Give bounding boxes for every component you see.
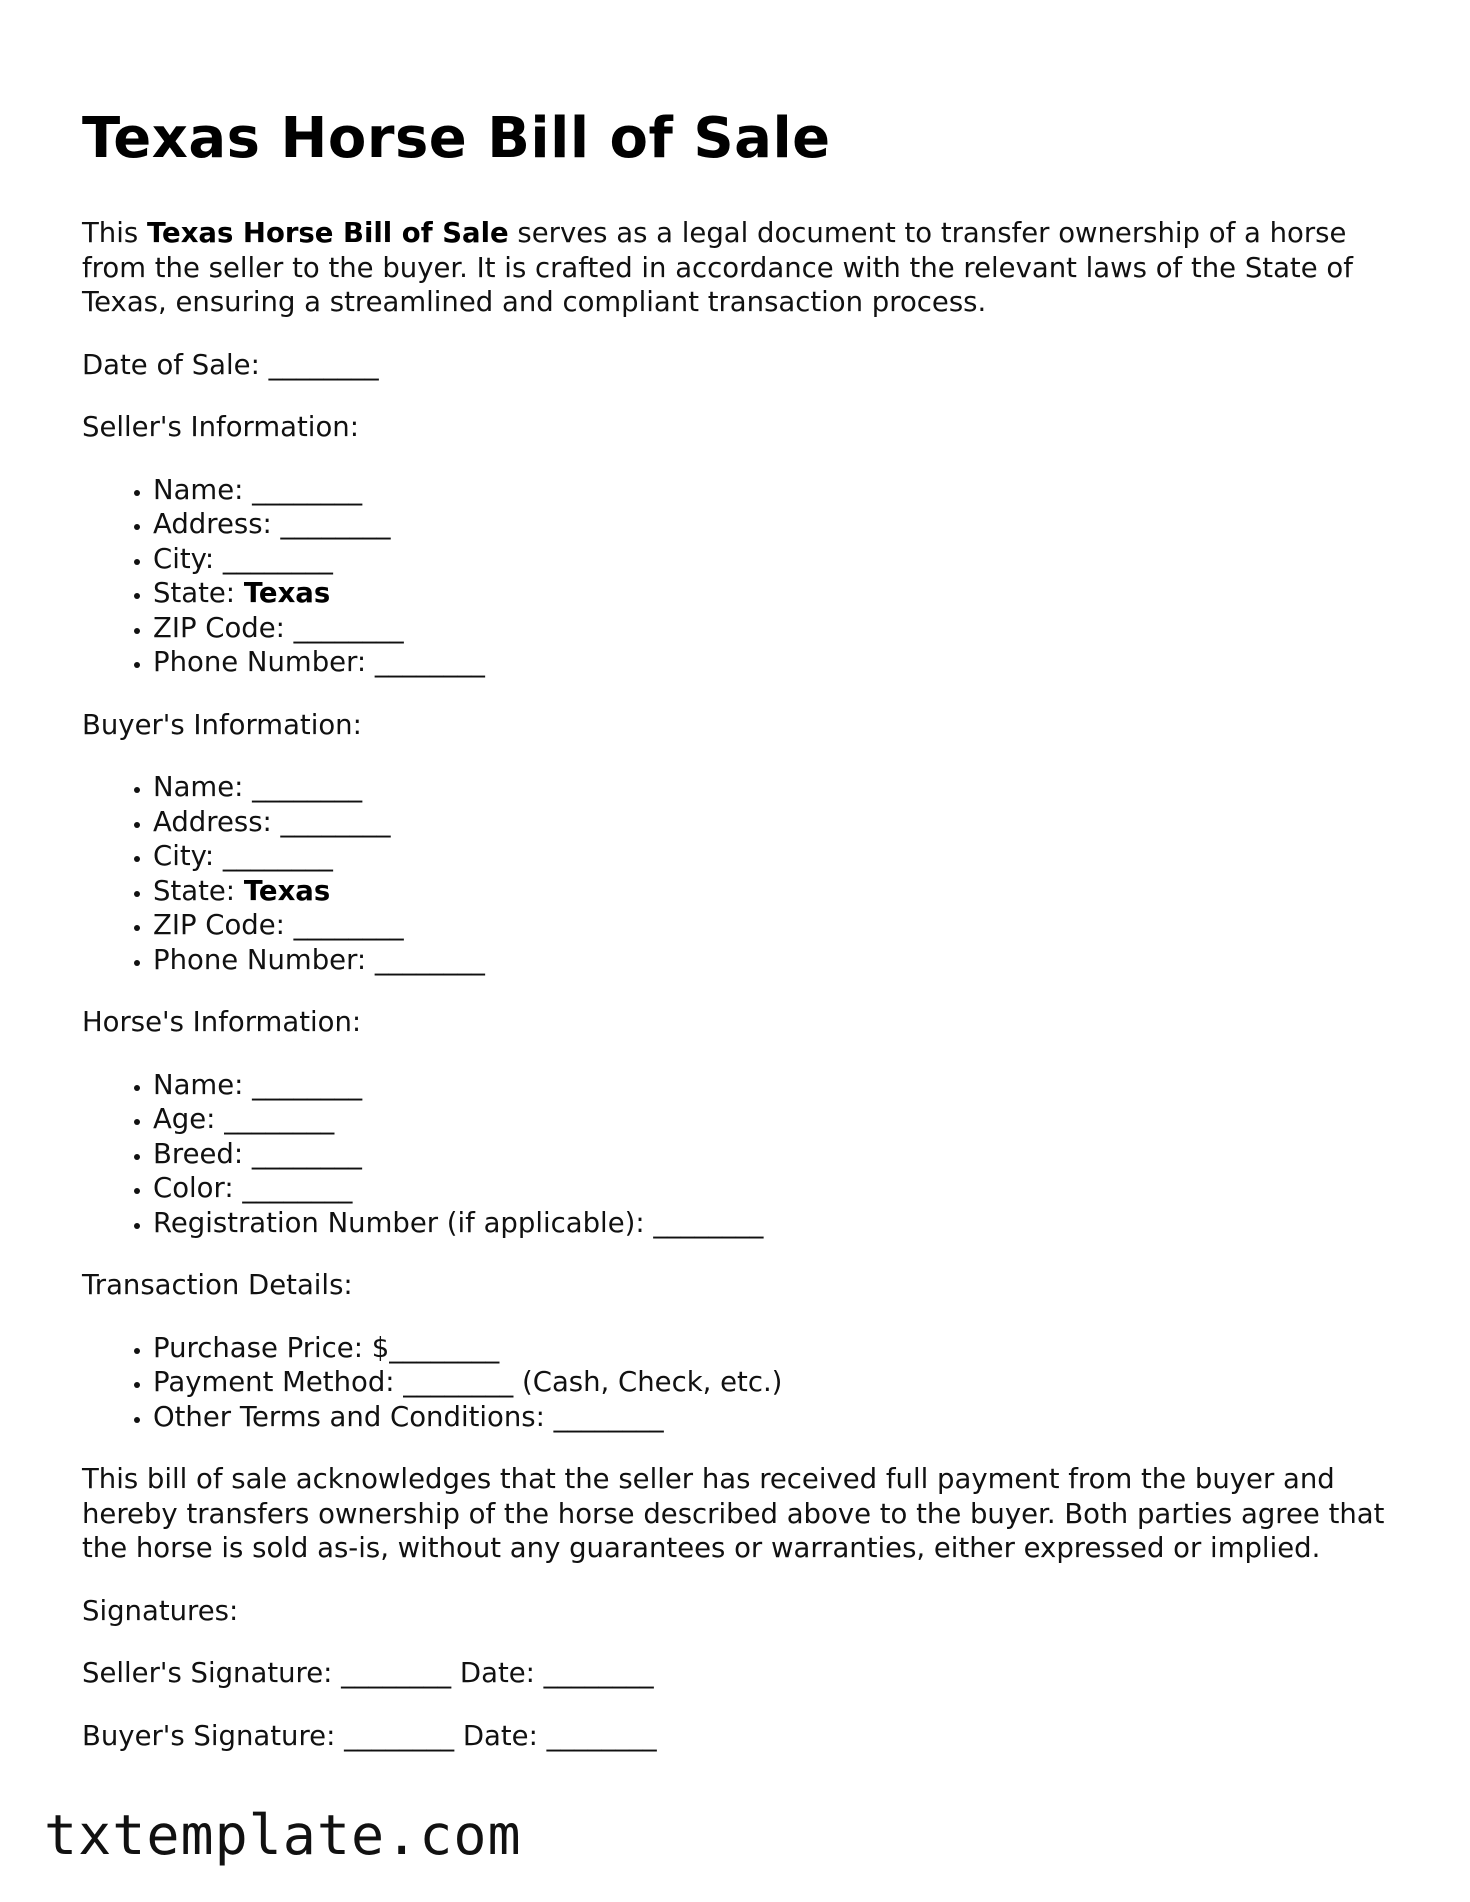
- buyer-list: [82, 770, 1402, 977]
- seller-state-value: Texas: [243, 577, 331, 609]
- transaction-list: [82, 1331, 1402, 1435]
- watermark: txtemplate.com: [44, 1803, 522, 1867]
- transaction-price: • Purchase Price: $________: [153, 1331, 1402, 1366]
- seller-address: • Address: ________: [153, 507, 1402, 542]
- seller-signature-line: Seller's Signature: ________ Date: ________: [82, 1657, 654, 1689]
- buyer-phone: • Phone Number: ________: [153, 943, 1402, 978]
- buyer-address: • Address: ________: [153, 805, 1402, 840]
- transaction-heading: Transaction Details:: [82, 1269, 353, 1301]
- horse-registration: • Registration Number (if applicable): ________: [153, 1206, 1402, 1241]
- acknowledgement-paragraph: This bill of sale acknowledges that the seller has received full payment from the buyer and hereby transfers ownership of the horse described above to the buyer. Both parties agree that the horse is sold as-is, without any guarantees or warranties, either expressed or implied.: [82, 1463, 1385, 1564]
- horse-age: • Age: ________: [153, 1102, 1402, 1137]
- document: [82, 104, 1402, 1781]
- signatures-heading: Signatures:: [82, 1594, 239, 1627]
- intro-paragraph: [82, 216, 1402, 320]
- buyer-state: [153, 874, 1402, 909]
- buyer-city: • City: ________: [153, 839, 1402, 874]
- seller-list: [82, 473, 1402, 680]
- seller-phone: • Phone Number: ________: [153, 645, 1402, 680]
- page-title: Texas Horse Bill of Sale: [82, 106, 831, 171]
- seller-state-label: State:: [153, 577, 244, 609]
- buyer-state-value: Texas: [243, 874, 331, 907]
- buyer-zip: • ZIP Code: ________: [153, 908, 1402, 943]
- horse-list: [82, 1068, 1402, 1241]
- seller-zip: • ZIP Code: ________: [153, 611, 1402, 646]
- buyer-signature-line: Buyer's Signature: ________ Date: ________: [82, 1719, 657, 1752]
- date-of-sale: Date of Sale: ________: [82, 348, 379, 381]
- buyer-state-label: State:: [153, 874, 244, 907]
- seller-heading: Seller's Information:: [82, 411, 359, 443]
- horse-color: • Color: ________: [153, 1171, 1402, 1206]
- horse-heading: Horse's Information:: [82, 1006, 362, 1038]
- horse-breed: • Breed: ________: [153, 1137, 1402, 1172]
- seller-name: • Name: ________: [153, 473, 1402, 508]
- seller-state: [153, 576, 1402, 611]
- seller-city: • City: ________: [153, 542, 1402, 577]
- intro-after: serves as a legal document to transfer ownership of a horse from the seller to the buyer. It is crafted in accordance with the relevant laws of the State of Texas, ensuring a streamlined and compliant transaction process.: [82, 217, 1353, 318]
- intro-bold: Texas Horse Bill of Sale: [146, 217, 509, 249]
- intro-before: This: [82, 217, 147, 249]
- buyer-name: • Name: ________: [153, 770, 1402, 805]
- transaction-method: • Payment Method: ________ (Cash, Check, etc.): [153, 1365, 1402, 1400]
- horse-name: • Name: ________: [153, 1068, 1402, 1103]
- buyer-heading: Buyer's Information:: [82, 708, 362, 741]
- transaction-terms: • Other Terms and Conditions: ________: [153, 1400, 1402, 1435]
